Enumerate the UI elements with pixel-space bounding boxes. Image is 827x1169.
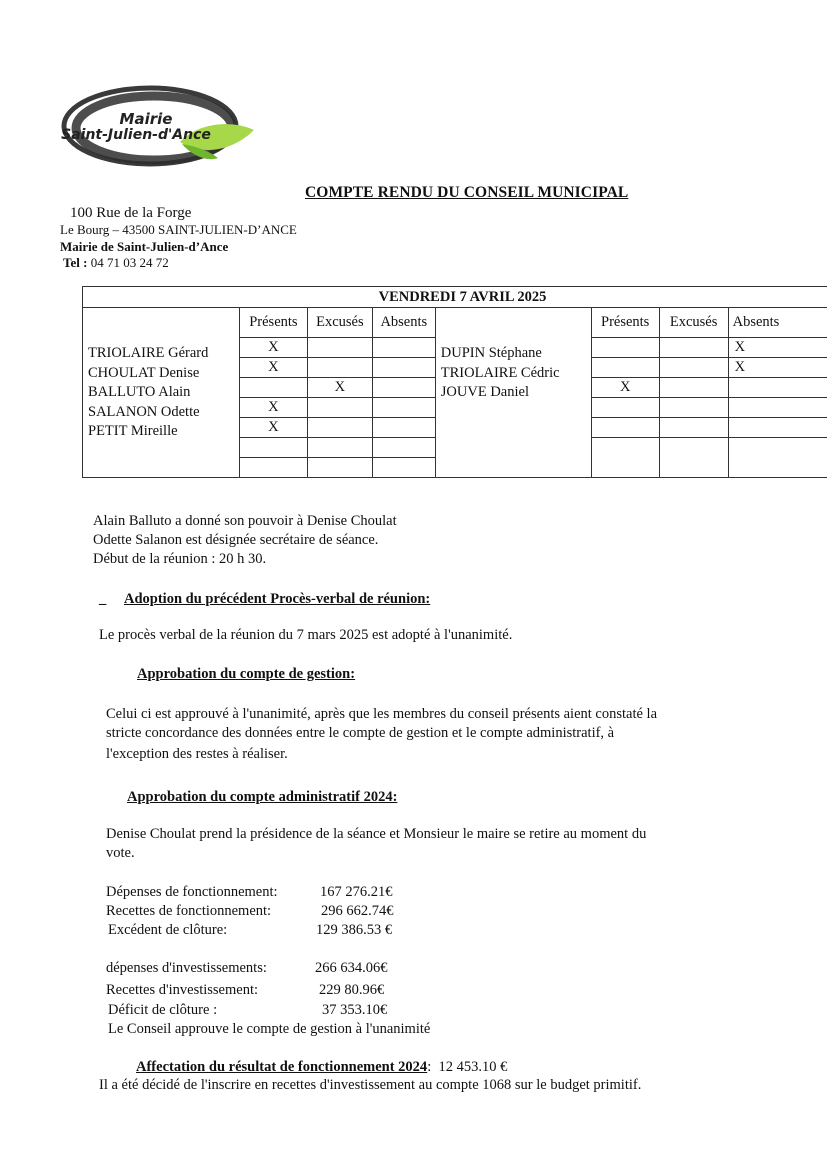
col-header-excused: Excusés [659,308,728,338]
member-name: SALANON Odette [88,403,200,420]
excused-mark [307,398,372,418]
affectation-text: Il a été décidé de l'inscrire en recettes d'investissement au compte 1068 sur le budget primitif. [99,1077,642,1093]
col-header-absent: Absents [372,308,435,338]
proxy-note: Alain Balluto a donné son pouvoir à Denise Choulat [93,513,397,529]
finance-label: Dépenses de fonctionnement: [106,884,278,900]
gestion-text-line: stricte concordance des données entre le compte de gestion et le compte administratif, à [106,725,615,741]
empty-cell [372,438,435,458]
empty-cell [307,438,372,458]
excused-mark [307,358,372,378]
phone-line [63,255,169,271]
col-header-present: Présents [239,308,307,338]
excused-mark: X [307,378,372,398]
institution-name: Mairie de Saint-Julien-d’Ance [60,239,229,254]
right-member-names [435,308,591,478]
phone-value: 04 71 03 24 72 [90,255,169,270]
finance-value: 167 276.21€ [320,884,393,900]
member-name: BALLUTO Alain [88,384,191,400]
member-name: PETIT Mireille [88,423,178,439]
logo-ring-leaf-icon [58,84,258,170]
section-heading-gestion: Approbation du compte de gestion: [137,666,356,682]
phone-label: Tel : [63,255,88,270]
affectation-separator: : [427,1059,432,1075]
section-heading-affectation: Affectation du résultat de fonctionnement 2024 [136,1059,428,1075]
pv-text: Le procès verbal de la réunion du 7 mars 2025 est adopté à l'unanimité. [99,627,513,643]
empty-cell [591,398,659,418]
empty-cell [728,438,827,478]
svg-text:Saint-Julien-d'Ance: Saint-Julien-d'Ance [61,127,211,143]
present-mark: X [239,358,307,378]
col-header-present: Présents [591,308,659,338]
gestion-text-line: Celui ci est approuvé à l'unanimité, après que les membres du conseil présents aient constaté la [106,706,658,722]
col-header-absent: Absents [728,308,827,338]
absent-mark: X [728,358,827,378]
document-title: COMPTE RENDU DU CONSEIL MUNICIPAL [305,184,629,201]
affectation-amount: 12 453.10 € [438,1059,508,1075]
administratif-text-line: Denise Choulat prend la présidence de la séance et Monsieur le maire se retire au moment du [106,826,647,842]
empty-cell [659,438,728,478]
address-street: 100 Rue de la Forge [70,205,192,221]
member-name: TRIOLAIRE Cédric [440,364,560,381]
empty-cell [591,438,659,478]
empty-cell [591,418,659,438]
empty-cell [659,418,728,438]
empty-cell [307,458,372,478]
address-city: Le Bourg – 43500 SAINT-JULIEN-D’ANCE [60,222,297,237]
mairie-logo [58,84,258,170]
absent-mark [372,418,435,438]
section-heading-pv: Adoption du précédent Procès-verbal de réunion: [124,591,431,607]
empty-cell [728,398,827,418]
present-mark: X [239,338,307,358]
finance-label: Recettes de fonctionnement: [106,903,272,919]
affectation-line [136,1059,507,1076]
empty-cell [239,458,307,478]
section-heading-administratif: Approbation du compte administratif 2024: [127,789,398,805]
meeting-date: VENDREDI 7 AVRIL 2025 [83,287,827,308]
attendance-table [82,286,827,478]
present-mark: X [239,418,307,438]
col-header-excused: Excusés [307,308,372,338]
empty-cell [372,458,435,478]
absent-mark [372,378,435,398]
gestion-text-line: l'exception des restes à réaliser. [106,746,288,762]
absent-mark [372,338,435,358]
svg-text:Mairie: Mairie [119,110,173,128]
absent-mark [728,378,827,398]
member-name: DUPIN Stéphane [440,345,542,361]
excused-mark [659,358,728,378]
present-mark: X [591,378,659,398]
excused-mark [659,338,728,358]
empty-cell [239,438,307,458]
finance-label: Excédent de clôture: [108,922,228,938]
member-name: JOUVE Daniel [440,384,529,400]
excused-mark [659,378,728,398]
member-name: CHOULAT Denise [88,364,200,381]
excused-mark [307,418,372,438]
administratif-text-line: vote. [106,845,135,861]
present-mark [591,338,659,358]
finance-label: Recettes d'investissement: [106,982,259,998]
finance-value: 37 353.10€ [322,1002,388,1018]
secretary-note: Odette Salanon est désignée secrétaire de séance. [93,532,379,548]
empty-cell [659,398,728,418]
finance-label: dépenses d'investissements: [106,960,267,976]
absent-mark: X [728,338,827,358]
left-member-names [83,308,240,478]
finance-label: Déficit de clôture : [108,1002,218,1018]
empty-cell [728,418,827,438]
administratif-conclusion: Le Conseil approuve le compte de gestion à l'unanimité [108,1021,431,1037]
finance-value: 229 80.96€ [319,982,385,998]
member-name: TRIOLAIRE Gérard [88,345,209,361]
section-bullet: _ [99,591,107,607]
finance-value: 129 386.53 € [316,922,393,938]
present-mark: X [239,398,307,418]
finance-value: 266 634.06€ [315,960,388,976]
finance-value: 296 662.74€ [321,903,394,919]
present-mark [239,378,307,398]
excused-mark [307,338,372,358]
present-mark [591,358,659,378]
start-time-note: Début de la réunion : 20 h 30. [93,551,267,567]
absent-mark [372,358,435,378]
absent-mark [372,398,435,418]
